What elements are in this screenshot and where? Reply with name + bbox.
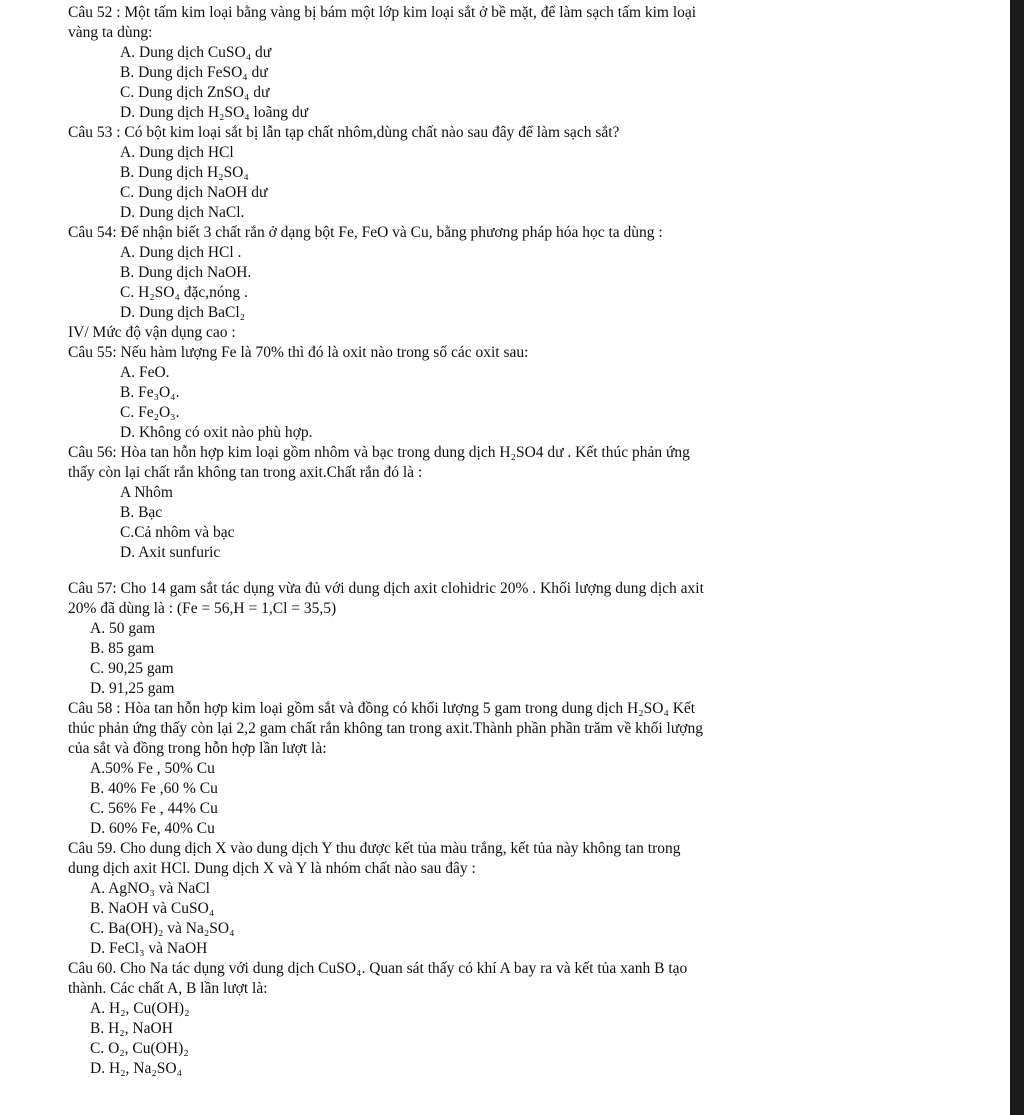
question-58-option-c: C. 56% Fe , 44% Cu	[90, 800, 218, 817]
question-59-continuation: dung dịch axit HCl. Dung dịch X và Y là nhóm chất nào sau đây :	[68, 860, 476, 877]
question-59: Câu 59. Cho dung dịch X vào dung dịch Y thu được kết tủa màu trắng, kết tủa này không tan trong	[68, 840, 681, 857]
question-53-option-a: A. Dung dịch HCl	[120, 144, 234, 161]
question-53: Câu 53 : Có bột kim loại sắt bị lẫn tạp chất nhôm,dùng chất nào sau đây để làm sạch sắt?	[68, 124, 620, 141]
question-55-option-b: B. Fe₃O₄.	[120, 384, 180, 401]
question-60-option-d: D. H₂, Na₂SO₄	[90, 1060, 182, 1077]
question-55-option-c: C. Fe₂O₃.	[120, 404, 180, 421]
question-52-option-d: D. Dung dịch H₂SO₄ loãng dư	[120, 104, 308, 121]
question-58-option-b: B. 40% Fe ,60 % Cu	[90, 780, 218, 797]
question-55-option-d: D. Không có oxit nào phù hợp.	[120, 424, 313, 441]
question-52-option-b: B. Dung dịch FeSO₄ dư	[120, 64, 268, 81]
question-59-option-c: C. Ba(OH)₂ và Na₂SO₄	[90, 920, 235, 937]
question-52-continuation: vàng ta dùng:	[68, 24, 153, 41]
question-54-option-a: A. Dung dịch HCl .	[120, 244, 242, 261]
question-60-option-a: A. H₂, Cu(OH)₂	[90, 1000, 190, 1017]
question-59-option-a: A. AgNO₃ và NaCl	[90, 880, 210, 897]
question-53-option-c: C. Dung dịch NaOH dư	[120, 184, 268, 201]
question-56-option-c: C.Cả nhôm và bạc	[120, 524, 235, 541]
question-58: Câu 58 : Hòa tan hỗn hợp kim loại gồm sắt và đồng có khối lượng 5 gam trong dung dịch H₂SO₄ Kết	[68, 700, 696, 717]
question-53-option-b: B. Dung dịch H₂SO₄	[120, 164, 249, 181]
question-58-continuation: thúc phản ứng thấy còn lại 2,2 gam chất rắn không tan trong axit.Thành phần phần trăm về khối lượng	[68, 720, 703, 737]
question-59-option-b: B. NaOH và CuSO₄	[90, 900, 215, 917]
question-53-option-d: D. Dung dịch NaCl.	[120, 204, 245, 221]
question-54-option-d: D. Dung dịch BaCl₂	[120, 304, 246, 321]
question-58-option-a: A.50% Fe , 50% Cu	[90, 760, 215, 777]
question-57: Câu 57: Cho 14 gam sắt tác dụng vừa đủ với dung dịch axit clohidric 20% . Khối lượng dung dịch axit	[68, 580, 704, 597]
window-edge-bar	[1010, 0, 1024, 1115]
question-58-continuation-2: của sắt và đồng trong hỗn hợp lần lượt là:	[68, 740, 327, 757]
question-57-continuation: 20% đã dùng là : (Fe = 56,H = 1,Cl = 35,5)	[68, 600, 337, 617]
question-52-option-c: C. Dung dịch ZnSO₄ dư	[120, 84, 270, 101]
question-52-option-a: A. Dung dịch CuSO₄ dư	[120, 44, 272, 61]
question-57-option-d: D. 91,25 gam	[90, 680, 175, 697]
question-59-option-d: D. FeCl₃ và NaOH	[90, 940, 208, 957]
question-55-option-a: A. FeO.	[120, 364, 170, 381]
question-56-option-d: D. Axit sunfuric	[120, 544, 221, 561]
question-60: Câu 60. Cho Na tác dụng với dung dịch CuSO₄. Quan sát thấy có khí A bay ra và kết tủa xanh B tạo	[68, 960, 688, 977]
question-58-option-d: D. 60% Fe, 40% Cu	[90, 820, 215, 837]
question-57-option-b: B. 85 gam	[90, 640, 155, 657]
question-56-continuation: thấy còn lại chất rắn không tan trong axit.Chất rắn đó là :	[68, 464, 423, 481]
question-55: Câu 55: Nếu hàm lượng Fe là 70% thì đó là oxit nào trong số các oxit sau:	[68, 344, 529, 361]
question-57-option-a: A. 50 gam	[90, 620, 156, 637]
question-56: Câu 56: Hòa tan hỗn hợp kim loại gồm nhôm và bạc trong dung dịch H₂SO4 dư . Kết thúc phản ứng	[68, 444, 690, 461]
question-60-continuation: thành. Các chất A, B lần lượt là:	[68, 980, 268, 997]
question-56-option-b: B. Bạc	[120, 504, 163, 521]
section-heading-level-4: IV/ Mức độ vận dụng cao :	[68, 324, 236, 341]
question-60-option-c: C. O₂, Cu(OH)₂	[90, 1040, 189, 1057]
question-54-option-b: B. Dung dịch NaOH.	[120, 264, 252, 281]
question-57-option-c: C. 90,25 gam	[90, 660, 174, 677]
question-56-option-a: A Nhôm	[120, 484, 173, 501]
question-54-option-c: C. H₂SO₄ đặc,nóng .	[120, 284, 248, 301]
question-54: Câu 54: Để nhận biết 3 chất rắn ở dạng bột Fe, FeO và Cu, bằng phương pháp hóa học ta dùng :	[68, 224, 663, 241]
question-60-option-b: B. H₂, NaOH	[90, 1020, 173, 1037]
question-52: Câu 52 : Một tấm kim loại bằng vàng bị bám một lớp kim loại sắt ở bề mặt, để làm sạch tấm kim loại	[68, 4, 697, 21]
